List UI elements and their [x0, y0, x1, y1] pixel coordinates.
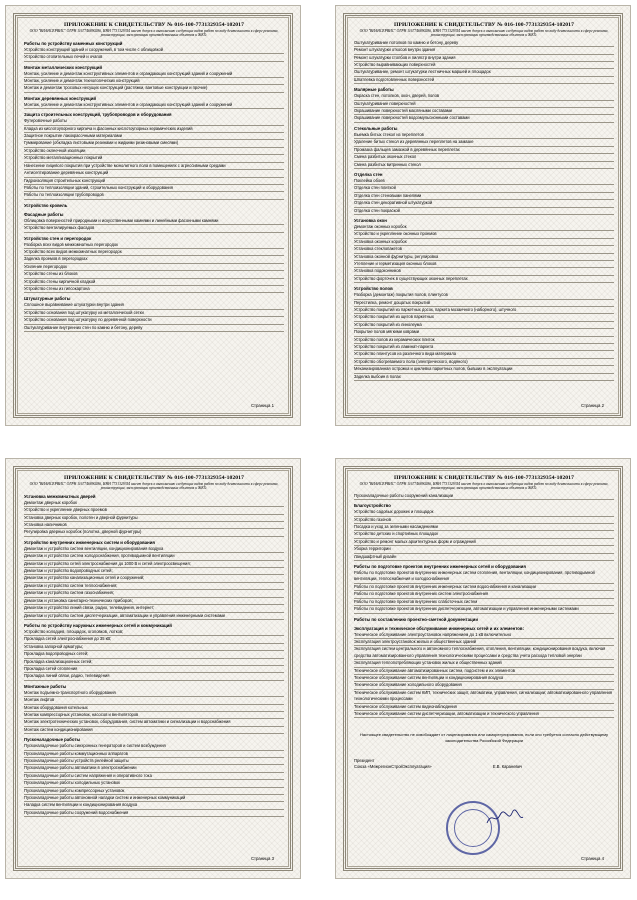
page-subtitle: ООО "ВИАНСЕРВИС" ОГРН 1167746890286, ИНН 7731329354 имеет допуск к выполнению следующих видов работ по виду деятельности в сфере ремонта, реконструкции, эксплуатации производственных объектов и ЖКХ: [29, 29, 279, 38]
page-4 [335, 458, 631, 879]
section-title: Установка межкомнатных дверей [24, 493, 96, 499]
section-title: Работы по составлению проектно-сметной документации [354, 616, 478, 622]
list-item: Монтаж оборудования котельных [24, 705, 284, 712]
list-item: Утепление и герметизация оконных блоков [354, 261, 614, 268]
list-item: Техническое обслуживание систем видеонаблюдения [354, 704, 614, 711]
page-subtitle: ООО "ВИАНСЕРВИС" ОГРН 1167746890286, ИНН 7731329354 имеет допуск к выполнению следующих видов работ по виду деятельности в сфере ремонта, реконструкции, эксплуатации производственных объектов и ЖКХ: [29, 482, 279, 491]
list-item: Монтаж, усиление и демонтаж технологических конструкций [24, 78, 284, 85]
section-title: Устройство стен и перегородок [24, 235, 92, 241]
list-item: Монтаж лифтов [24, 697, 284, 704]
page-title: ПРИЛОЖЕНИЕ К СВИДЕТЕЛЬСТВУ № 016-100-7731329354-102017 [64, 22, 244, 28]
list-item: Ремонт штукатурки столбов и пилястр внутри здания [354, 55, 614, 62]
list-item: Установка подоконников [354, 268, 614, 275]
list-item: Демонтаж и устройство систем теплоснабжения; [24, 583, 284, 590]
president-label: Президент [354, 758, 375, 764]
list-item: Устройство оклеечной изоляции [24, 148, 284, 155]
list-item: Шпатлевка подготовленных поверхностей [354, 77, 614, 84]
section-title: Стекольные работы [354, 125, 398, 131]
list-item: Устройство покрытий из ламинат-паркета [354, 344, 614, 351]
list-item: Устройство стены из блоков [24, 271, 284, 278]
list-item: Отделка стен покраской [354, 208, 614, 215]
list-item: Выемка битых стекол из переплетов [354, 132, 614, 139]
page-2 [335, 5, 631, 426]
list-item: Монтаж, усиление и демонтаж конструктивных элементов и ограждающих конструкций зданий и сооружений [24, 102, 284, 109]
list-item: Отделка стен стеновыми панелями [354, 193, 614, 200]
page-content [24, 475, 284, 864]
list-item: Демонтаж оконных коробок [354, 224, 614, 231]
section-title: Монтаж деревянных конструкций [24, 95, 97, 101]
section-title: Отделка стен [354, 171, 383, 177]
list-item: Покрытие полов мягкими коврами [354, 329, 614, 336]
list-item: Пусконаладочные работы сооружений канализации [354, 493, 614, 500]
list-item: Устройство и укрепление оконных проемов [354, 231, 614, 238]
list-item: Гуммирование (обкладка листовыми резинами и жидкими резиновыми смесями) [24, 140, 284, 147]
list-item: Пусконаладочные работы устройств релейной защиты [24, 758, 284, 765]
list-item: Разборка всех видов межкомнатных перегородок [24, 242, 284, 249]
section-title: Монтажные работы [24, 683, 67, 689]
section-title: Штукатурные работы [24, 296, 71, 302]
list-item: Эксплуатация систем центрального и автономного теплоснабжения, отопления, вентиляции, кондиционирования воздуха, включая средства автоматизированного управления технологическими процессами и средства учета расхода тепловой энергии [354, 646, 614, 660]
list-item: Поклейка обоев [354, 178, 614, 185]
page-subtitle: ООО "ВИАНСЕРВИС" ОГРН 1167746890286, ИНН 7731329354 имеет допуск к выполнению следующих видов работ по виду деятельности в сфере ремонта, реконструкции, эксплуатации производственных объектов и ЖКХ: [359, 482, 609, 491]
list-item: Эксплуатация теплопотребляющих установок жилых и общественных зданий [354, 660, 614, 667]
list-item: Отделка стен декоративной штукатуркой [354, 200, 614, 207]
section-title: Фасадные работы [24, 211, 64, 217]
list-item: Работы по подготовке проектов внутренних систем электроснабжения [354, 591, 614, 598]
list-item: Заделка выбоин в полах [354, 374, 614, 381]
list-item: Техническое обслуживание систем диспетчеризации, автоматизации и технического управления [354, 711, 614, 718]
list-item: Пусконаладочные работы компрессорных установок [24, 788, 284, 795]
page-title: ПРИЛОЖЕНИЕ К СВИДЕТЕЛЬСТВУ № 016-100-7731329354-102017 [394, 475, 574, 481]
list-item: Техническое обслуживание систем КИП, технических защит, автоматики, управления, сигнализации; автоматизированного управления технологическими процессами [354, 690, 614, 704]
list-item: Оштукатуривание потолков по камню и бетону, дереву [354, 40, 614, 47]
section-title: Малярные работы [354, 87, 394, 93]
list-item: Механизированная острожка и циклевка паркетных полов, бывших в эксплуатации [354, 366, 614, 373]
list-item: Установка оконных коробок [354, 239, 614, 246]
list-item: Демонтаж дверных коробок [24, 500, 284, 507]
section-title: Устройство полов [354, 286, 393, 292]
list-item: Пусконаладочные работы синхронных генераторов и систем возбуждения [24, 743, 284, 750]
list-item: Монтаж, усиление и демонтаж конструктивных элементов и ограждающих конструкций зданий и сооружений [24, 71, 284, 78]
list-item: Демонтаж и устройство систем вентиляции, кондиционирования воздуха [24, 546, 284, 553]
list-item: Устройство полов из керамических плиток [354, 337, 614, 344]
list-item: Прокладка канализационных сетей; [24, 659, 284, 666]
list-item: Эксплуатация электроустановок жилых и общественных зданий [354, 639, 614, 646]
list-item: Посадка и уход за зелеными насаждениями [354, 524, 614, 531]
list-item: Устройство форточек в существующих оконных переплетах [354, 276, 614, 283]
list-item: Пусконаладочные работы сооружений водоснабжения [24, 810, 284, 817]
list-item: Прокладка сетей отопления [24, 666, 284, 673]
section-title: Работы по устройству каменных конструкций [24, 40, 123, 46]
section-title: Установка окон [354, 217, 387, 223]
list-item: Промазка фальцев замазкой в деревянных переплетах [354, 147, 614, 154]
page-subtitle: ООО "ВИАНСЕРВИС" ОГРН 1167746890286, ИНН 7731329354 имеет допуск к выполнению следующих видов работ по виду деятельности в сфере ремонта, реконструкции, эксплуатации производственных объектов и ЖКХ: [359, 29, 609, 38]
list-item: Оштукатуривание поверхностей [354, 101, 614, 108]
org-label: Союза «МежрегионСтройЭксплуатация» [354, 764, 432, 770]
list-item: Демонтаж и устройство систем холодоснабжения, противодымной вентиляции [24, 553, 284, 560]
list-item: Монтаж компрессорных установок, насосов и вентиляторов [24, 712, 284, 719]
page-3 [5, 458, 301, 879]
page-number: Страница 1 [250, 403, 274, 408]
list-item: Установка дверных коробок, полотен и дверной фурнитуры [24, 515, 284, 522]
list-item: Демонтаж и установка санитарно-технических приборов; [24, 598, 284, 605]
list-item: Техническое обслуживание автоматизированных систем, подсистем и их элементов [354, 668, 614, 675]
list-item: Оштукатуривание, ремонт штукатурки лестничных маршей и площадок [354, 69, 614, 76]
list-item: Ландшафтный дизайн [354, 554, 614, 561]
list-item: Работы по подготовке проектов внутренних инженерных систем отопления, вентиляции, кондиционирования, противодымной вентиляции, теплоснабжения и холодоснабжения [354, 570, 614, 584]
list-item: Устройство плинтусов из различного вида материала [354, 351, 614, 358]
signature-scribble [486, 809, 524, 827]
list-item: Прокладка линий связи, радио, телевидения [24, 673, 284, 680]
list-item: Устройство основания под штукатурку по деревянной поверхности [24, 317, 284, 324]
list-item: Заделка проемов в перегородках [24, 256, 284, 263]
page-content [24, 22, 284, 411]
section-title: Устройство внутренних инженерных систем и оборудования [24, 539, 155, 545]
list-item: Работы по подготовке проектов внутренних инженерных систем водоснабжения и канализации [354, 584, 614, 591]
page-title: ПРИЛОЖЕНИЕ К СВИДЕТЕЛЬСТВУ № 016-100-7731329354-102017 [64, 475, 244, 481]
page-title: ПРИЛОЖЕНИЕ К СВИДЕТЕЛЬСТВУ № 016-100-7731329354-102017 [394, 22, 574, 28]
list-item: Устройство колодцев, площадок, оголовков, лотков; [24, 629, 284, 636]
list-item: Демонтаж и устройство водопроводных сетей; [24, 568, 284, 575]
list-item: Устройство основания под штукатурку из металлической сетки [24, 310, 284, 317]
section-title: Защита строительных конструкций, трубопроводов и оборудования [24, 112, 172, 118]
list-item: Устройство покрытий из щитов паркетных [354, 314, 614, 321]
section-title: Эксплуатация и техническое обслуживание инженерных сетей и их элементов: [354, 625, 525, 631]
list-item: Пусконаладочные работы автономной наладки систем и инженерных коммуникаций [24, 795, 284, 802]
page-number: Страница 2 [580, 403, 604, 408]
list-item: Оштукатуривание внутренних стен по камню и бетону, дереву [24, 325, 284, 332]
list-item: Прокладка сетей электроснабжения до 35 кВ; [24, 636, 284, 643]
list-item: Пусконаладочные работы коммутационных аппаратов [24, 751, 284, 758]
list-item: Монтаж электротехнических установок, оборудования, систем автоматики и сигнализации и водоснабжения [24, 719, 284, 726]
list-item: Устройство газонов [354, 517, 614, 524]
list-item: Уборка территории [354, 546, 614, 553]
signer-name: Е.В. Караневич [492, 764, 523, 770]
list-item: Устройство выравнивающих поверхностей [354, 62, 614, 69]
list-item: Антисептирование деревянных конструкций [24, 170, 284, 177]
section-title: Пусконаладочные работы [24, 737, 81, 743]
list-item: Прокладка водопроводных сетей; [24, 651, 284, 658]
list-item: Устройство всех видов межкомнатных перегородок [24, 249, 284, 256]
section-title: Устройство кровель [24, 202, 68, 208]
list-item: Пусконаладочные работы холодильных установок [24, 780, 284, 787]
list-item: Работы по теплоизоляции трубопроводов [24, 192, 284, 199]
list-item: Техническое обслуживание холодильного оборудования [354, 682, 614, 689]
list-item: Демонтаж и устройство систем диспетчеризации, автоматизации и управления инженерными системами [24, 613, 284, 620]
section-title: Работы по подготовке проектов внутренних инженерных сетей и оборудования [354, 564, 526, 570]
page-number: Страница 3 [250, 856, 274, 861]
list-item: Пусконаладочные работы систем напряжения и оперативного тока [24, 773, 284, 780]
list-item: Техническое обслуживание систем вентиляции и кондиционирования воздуха [354, 675, 614, 682]
list-item: Устройство металлизационных покрытий [24, 155, 284, 162]
list-item: Перестилка, ремонт дощатых покрытий [354, 300, 614, 307]
list-item: Работы по подготовке проектов внутренних диспетчеризации, автоматизации и управления инженерными системами [354, 606, 614, 613]
list-item: Устройство конструкций зданий и сооружений, в том числе с облицовкой [24, 47, 284, 54]
list-item: Устройство детских и спортивных площадок [354, 531, 614, 538]
list-item: Ремонт штукатурки откосов внутри здания [354, 47, 614, 54]
list-item: Устройство обогреваемого пола (электрического, водяного) [354, 359, 614, 366]
section-title: Работы по устройству наружных инженерных сетей и коммуникаций [24, 622, 172, 628]
list-item: Монтаж и демонтаж тросовых несущих конструкций (растяжки, вантовые конструкции и прочие) [24, 85, 284, 92]
list-item: Сплошное выравнивание штукатурки внутри здания [24, 302, 284, 309]
list-item: Устройство отопительных печей и очагов [24, 54, 284, 61]
list-item: Регулировка дверных коробок (полотна, дверной фурнитуры) [24, 529, 284, 536]
list-item: Футеровочные работы [24, 118, 284, 125]
list-item: Облицовка поверхностей природными и искусственными камнями и линейными фасонными камнями [24, 218, 284, 225]
list-item: Удаление битых стекол из деревянных переплетов на замазке [354, 139, 614, 146]
list-item: Смена разбитых витринных стекол [354, 162, 614, 169]
page-number: Страница 4 [580, 856, 604, 861]
list-item: Защитное покрытие лакокрасочными материалами [24, 133, 284, 140]
list-item: Демонтаж и устройство канализационных сетей и сооружений; [24, 575, 284, 582]
list-item: Отделка стен плиткой [354, 185, 614, 192]
list-item: Окраска стен, потолков, окон, дверей, полов [354, 93, 614, 100]
list-item: Техническое обслуживание электроустановок напряжением до 1 кВ включительно [354, 632, 614, 639]
list-item: Демонтаж и устройство линий связи, радио, телевидения, интернет; [24, 605, 284, 612]
section-title: Монтаж металлических конструкций [24, 64, 103, 70]
list-item: Гидроизоляция строительных конструкций [24, 178, 284, 185]
list-item: Нанесение лицевого покрытия при устройстве монолитного пола в помещениях с агрессивными средами [24, 163, 284, 170]
list-item: Установка стеклопакетов [354, 246, 614, 253]
list-item: Установка оконной фурнитуры, регулировка [354, 254, 614, 261]
list-item: Устройство покрытий из линолеума [354, 322, 614, 329]
list-item: Работы по теплоизоляции зданий, строительных конструкций и оборудования [24, 185, 284, 192]
list-item: Смена разбитых оконных стекол [354, 154, 614, 161]
list-item: Окрашивание поверхностей водоэмульсионными составами [354, 115, 614, 122]
list-item: Установка запорной арматуры; [24, 644, 284, 651]
list-item: Устройство и укрепление дверных проемов [24, 507, 284, 514]
page-1 [5, 5, 301, 426]
list-item: Кладка из кислотоупорного кирпича и фасонных кислотоупорных керамических изделий [24, 126, 284, 133]
list-item: Пусконаладочные работы автоматики в электроснабжении [24, 765, 284, 772]
list-item: Работы по подготовке проектов внутренних слаботочных систем [354, 599, 614, 606]
list-item: Монтаж подъемно-транспортного оборудования [24, 690, 284, 697]
list-item: Устройство садовых дорожек и площадок [354, 509, 614, 516]
list-item: Устройство стены кирпичной кладкой [24, 279, 284, 286]
list-item: Устройство покрытий из паркетных досок, паркета мозаичного (наборного), штучного [354, 307, 614, 314]
list-item: Установка наличников [24, 522, 284, 529]
list-item: Разборка (демонтаж) покрытия полов, плинтусов [354, 292, 614, 299]
list-item: Демонтаж и устройство систем газоснабжения; [24, 590, 284, 597]
list-item: Демонтаж и устройство сетей электроснабжения до 1000 В и сетей электроосвещения; [24, 561, 284, 568]
list-item: Окрашивание поверхностей масляными составами [354, 108, 614, 115]
section-title: Благоустройство [354, 503, 391, 509]
list-item: Наладка систем вентиляции и кондиционирования воздуха [24, 802, 284, 809]
list-item: Монтаж систем кондиционирования [24, 727, 284, 734]
list-item: Устройство и ремонт малых архитектурных форм и ограждений [354, 539, 614, 546]
list-item: Устройство вентилируемых фасадов [24, 225, 284, 232]
legal-note: Настоящее свидетельство не освобождает от лицензирования или саморегулирования, если оно требуется согласно действующему законодательства Российской Федерации [359, 732, 609, 744]
list-item: Усиление перегородок [24, 264, 284, 271]
page-content [354, 22, 614, 411]
list-item: Устройство стены из гипсокартона [24, 286, 284, 293]
